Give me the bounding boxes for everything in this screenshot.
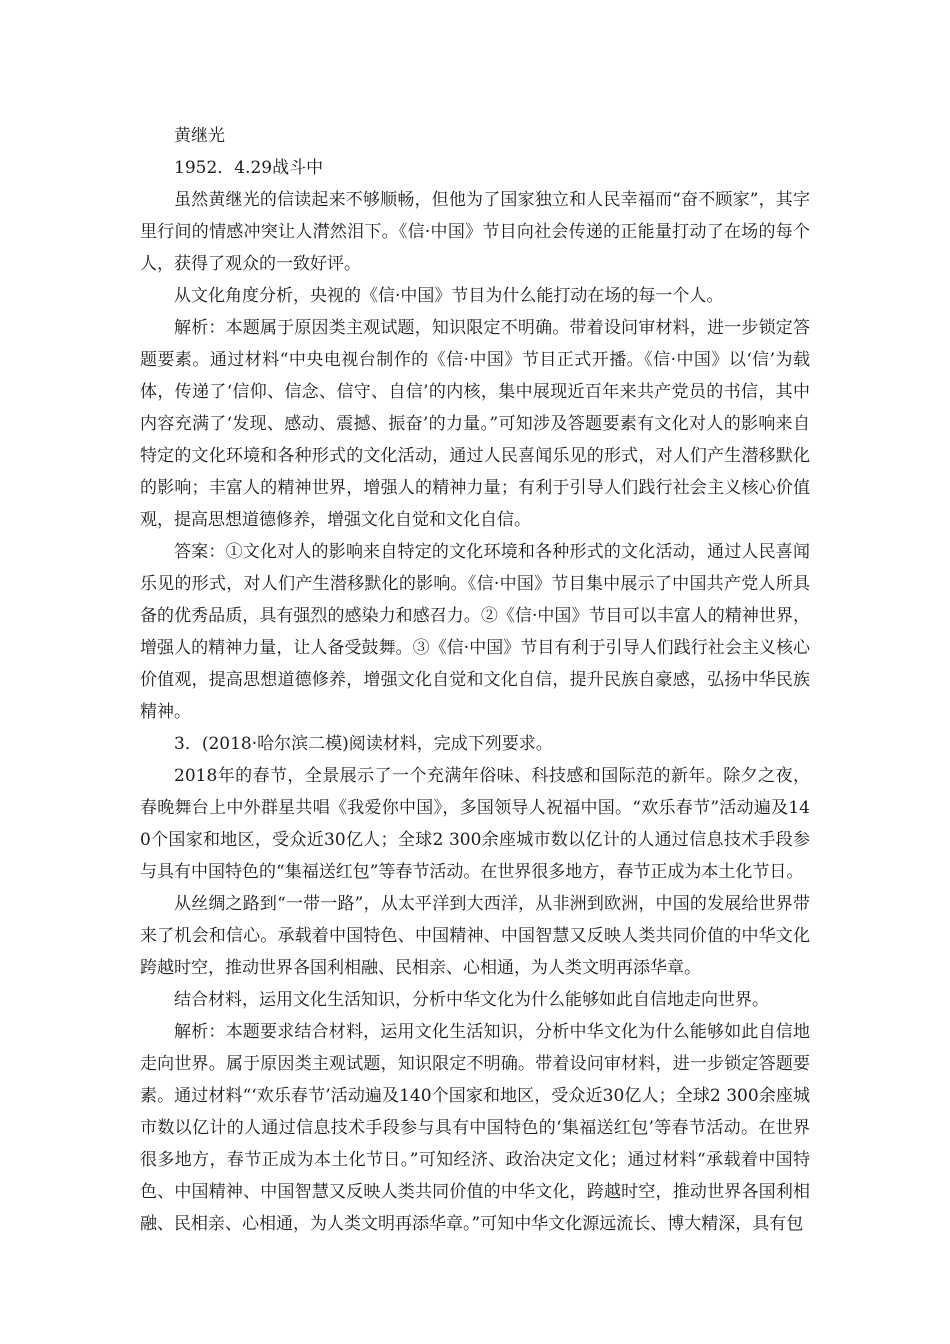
material-paragraph: 从丝绸之路到“一带一路”，从太平洋到大西洋，从非洲到欧洲，中国的发展给世界带来了机会和信心。承载着中国特色、中国精神、中国智慧又反映人类共同价值的中华文化跨越时空，推动世界各国利相融、民相亲、心相通，为人类文明再添华章。 — [140, 894, 810, 978]
document-body — [140, 120, 810, 1240]
letter-signature: 黄继光 — [174, 126, 225, 146]
material-paragraph: 虽然黄继光的信读起来不够顺畅，但他为了国家独立和人民幸福而“奋不顾家”，其字里行间的情感冲突让人潸然泪下。《信·中国》节目向社会传递的正能量打动了在场的每个人，获得了观众的一致好评。 — [140, 190, 810, 274]
analysis-paragraph: 解析：本题属于原因类主观试题，知识限定不明确。带着设问审材料，进一步锁定答题要素。通过材料“中央电视台制作的《信·中国》节目正式开播。《信·中国》以‘信’为载体，传递了‘信仰、信念、信守、自信’的内核，集中展现近百年来共产党员的书信，其中内容充满了‘发现、感动、震撼、振奋’的力量。”可知涉及答题要素有文化对人的影响来自特定的文化环境和各种形式的文化活动，通过人民喜闻乐见的形式，对人们产生潜移默化的影响；丰富人的精神世界，增强人的精神力量；有利于引导人们践行社会主义核心价值观，提高思想道德修养，增强文化自觉和文化自信。 — [140, 318, 810, 530]
letter-date: 1952．4.29战斗中 — [174, 158, 324, 178]
question-prompt: 从文化角度分析，央视的《信·中国》节目为什么能打动在场的每一个人。 — [174, 286, 724, 306]
analysis-paragraph: 解析：本题要求结合材料，运用文化生活知识，分析中华文化为什么能够如此自信地走向世界。属于原因类主观试题，知识限定不明确。带着设问审材料，进一步锁定答题要素。通过材料“‘欢乐春节’活动遍及140个国家和地区，受众近30亿人；全球2 300余座城市数以亿计的人通过信息技术手段参与具有中国特色的‘集福送红包’等春节活动。在世界很多地方，春节正成为本土化节日。”可知经济、政治决定文化；通过材料“承载着中国特色、中国精神、中国智慧又反映人类共同价值的中华文化，跨越时空，推动世界各国利相融、民相亲、心相通，为人类文明再添华章。”可知中华文化源远流长、博大精深，具有包 — [140, 1022, 810, 1234]
question-heading: 3．(2018·哈尔滨二模)阅读材料，完成下列要求。 — [174, 734, 553, 754]
question-prompt: 结合材料，运用文化生活知识，分析中华文化为什么能够如此自信地走向世界。 — [174, 990, 769, 1010]
material-paragraph: 2018年的春节，全景展示了一个充满年俗味、科技感和国际范的新年。除夕之夜，春晚舞台上中外群星共唱《我爱你中国》，多国领导人祝福中国。“欢乐春节”活动遍及140个国家和地区，受众近30亿人；全球2 300余座城市数以亿计的人通过信息技术手段参与具有中国特色的“集福送红包”等春节活动。在世界很多地方，春节正成为本土化节日。 — [140, 766, 810, 882]
answer-paragraph: 答案：①文化对人的影响来自特定的文化环境和各种形式的文化活动，通过人民喜闻乐见的形式，对人们产生潜移默化的影响。《信·中国》节目集中展示了中国共产党人所具备的优秀品质，具有强烈的感染力和感召力。②《信·中国》节目可以丰富人的精神世界，增强人的精神力量，让人备受鼓舞。③《信·中国》节目有利于引导人们践行社会主义核心价值观，提高思想道德修养，增强文化自觉和文化自信，提升民族自豪感，弘扬中华民族精神。 — [140, 542, 810, 722]
